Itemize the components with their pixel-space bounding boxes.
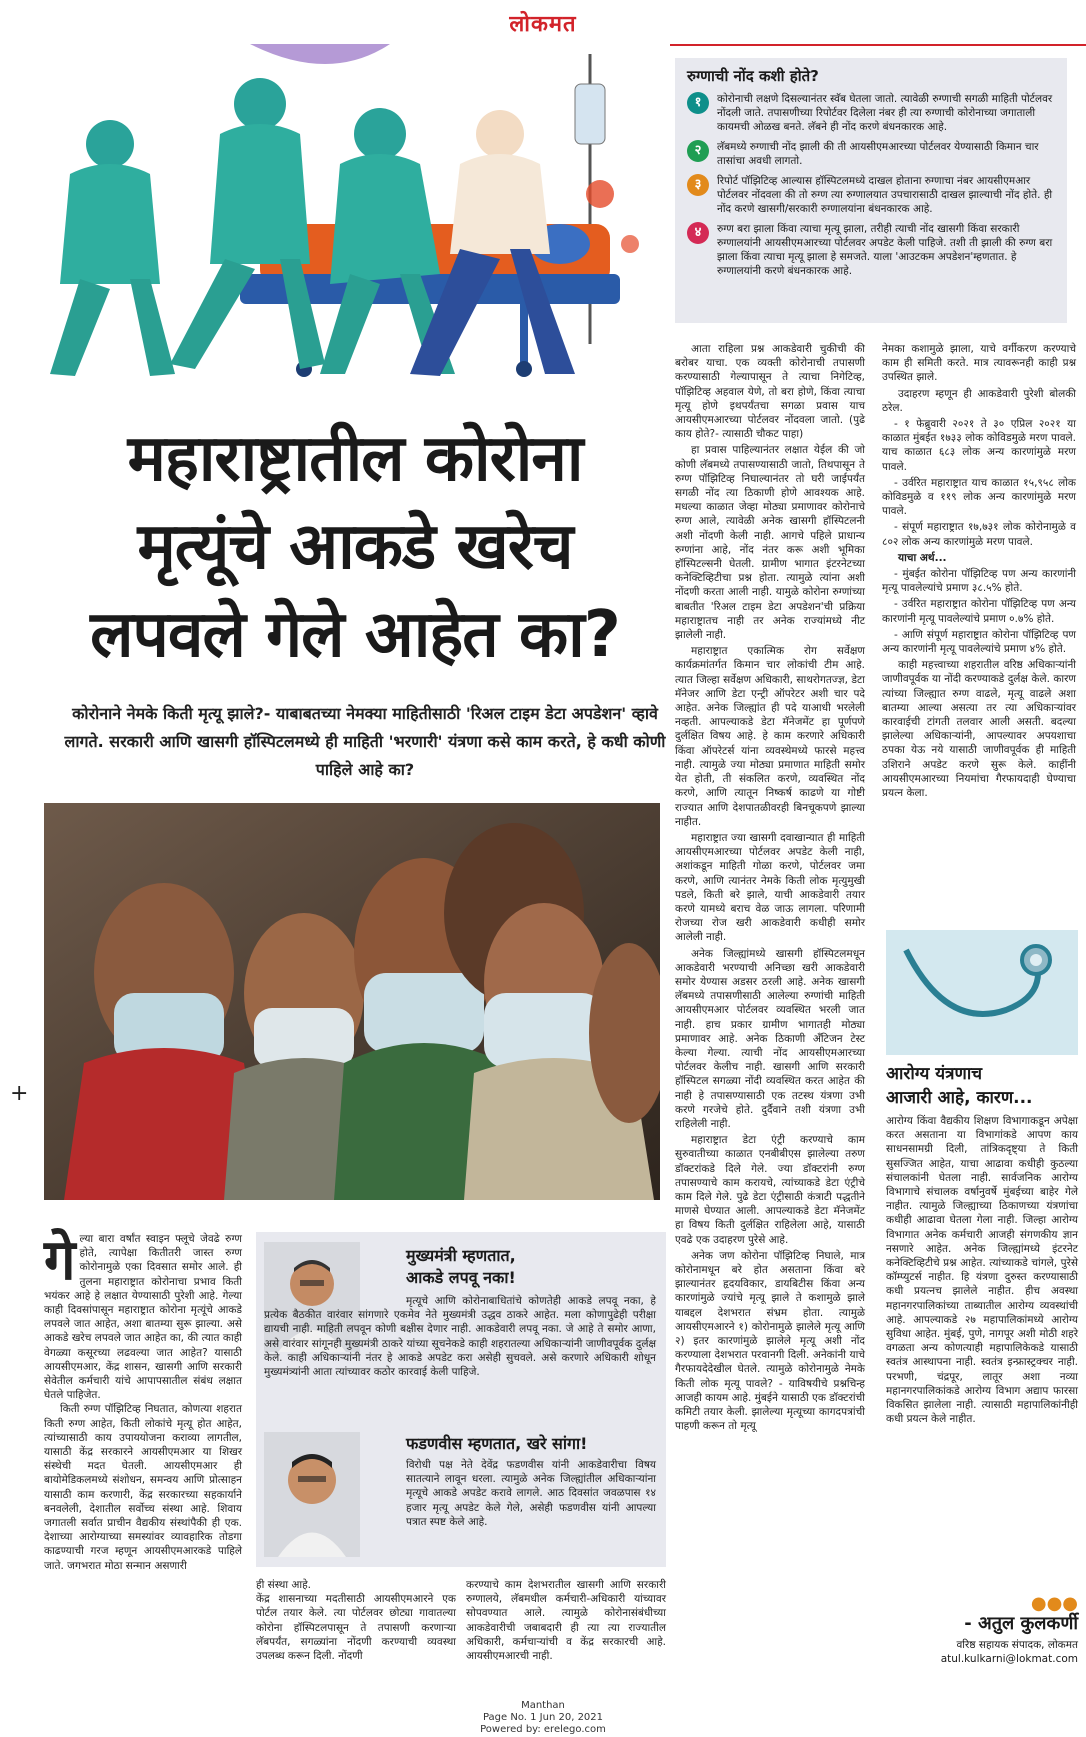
right-paragraph-8: - उर्वरित महाराष्ट्रात कोरोना पॉझिटिव्ह पण अन्य कारणांनी मृत्यू पावलेल्यांचे प्रमाण ०.७% होते. xyxy=(882,598,1076,625)
masked-students-photo xyxy=(44,803,660,1200)
fadnavis-portrait-icon xyxy=(264,1432,360,1557)
article-column-right xyxy=(882,342,1076,802)
health-box-text: आरोग्य किंवा वैद्यकीय शिक्षण विभागाकडून अपेक्षा करत असताना या विभागांकडे आपण काय साधनसामग्री दिली, तांत्रिकदृष्ट्या ते किती सुसज्जित आहेत, याचा आढावा कधीही कुठल्या संचालकांनी घेतला नाही. सार्वजनिक आरोग्य विभागाचे संचालक वर्षानुवर्षे मुंबईच्या बाहेर गेले नाहीत. त्यामुळे जिल्ह्याच्या ठिकाणच्या यंत्रणांचा कधीही आढावा घेतला गेला नाही. जिल्हा आरोग्य विभागात अनेक कर्मचारी आजही संगणकीय ज्ञान नसणारे आहेत. अनेक जिल्ह्यांमध्ये इंटरनेट कनेक्टिव्हिटीचे प्रश्न आहेत. त्यांच्याकडे चांगले, पुरेसे कॉम्प्युटर्स नाहीत. हि यंत्रणा दुरुस्त करण्यासाठी कधी प्रयत्नच झालेले नाहीत. हीच अवस्था महानगरपालिकांच्या ताब्यातील आरोग्य व्यवस्थांची आहे. आपल्याकडे २७ महापालिकांमध्ये आरोग्य सुविधा आहेत. मुंबई, पुणे, नागपूर अशी मोठी शहरे वगळता अन्य कोणत्याही महापालिकेकडे यासाठी स्वतंत्र आस्थापना नाही. स्वतंत्र इन्फ्रास्ट्रक्चर नाही. परभणी, चंद्रपूर, लातूर अशा नव्या महानगरपालिकांकडे आरोग्य विभाग अद्याप फारसा विकसित झालेला नाही. त्यासाठी महापालिकांनीही कधी प्रयत्न केले नाहीत. xyxy=(886,1115,1078,1426)
sidebar-title: रुग्णाची नोंद कशी होते? xyxy=(687,67,819,85)
right-paragraph-2: उदाहरण म्हणून ही आकडेवारी पुरेशी बोलकी ठरेल. xyxy=(882,387,1076,414)
headline-line-1: महाराष्ट्रातील कोरोना xyxy=(127,422,583,496)
article-column-left xyxy=(44,1227,242,1573)
health-system-box xyxy=(886,1062,1078,1572)
sidebar-step-1 xyxy=(687,92,1055,134)
masthead-logo: लोकमत xyxy=(509,12,577,37)
mid-paragraph-7: अनेक जण कोरोना पॉझिटिव्ह निघाले, मात्र कोरोनामधून बरे होत असताना किंवा बरे झाल्यानंतर हृदयविकार, डायबिटीस किंवा अन्य कारणांमुळे ज्यांचे मृत्यू झाले ते कशामुळे झाले याबद्दल देशभरात संभ्रम होता. त्यामुळे आयसीएमआरने १) कोरोनामुळे झालेले मृत्यू आणि २) इतर कारणांमुळे झालेले मृत्यू अशी नोंद करण्याला देशभरात परवानगी दिली. अनेकांनी याचे गैरफायदेदेखील घेतले. त्यामुळे कोरोनामुळे नेमके किती लोक मृत्यू पावले? - याविषयीचे प्रश्नचिन्ह आजही कायम आहे. मुंबईने यासाठी एक डॉक्टरांची कमिटी तयार केली. झालेल्या मृत्यूच्या कागदपत्रांची पाहणी करून तो मृत्यू xyxy=(675,1249,865,1433)
right-paragraph-3: - १ फेब्रुवारी २०२१ ते ३० एप्रिल २०२१ या काळात मुंबईत १७३३ लोक कोविडमुळे मरण पावले. याच काळात ६८३ लोक अन्य कारणांमुळे मरण पावले. xyxy=(882,418,1076,473)
mid-paragraph-1: आता राहिला प्रश्न आकडेवारी चुकीची की बरोबर याचा. एक व्यक्ती कोरोनाची तपासणी करण्यासाठी गेल्यापासून ते त्याचा निगेटिव्ह, पॉझिटिव्ह अहवाल येणे, तो बरा होणे, किंवा त्याचा मृत्यू होणे इथपर्यंतचा सगळा प्रवास याच आयसीएमआरच्या पोर्टलवर नोंदवला जातो. (पुढे काय होते?- त्यासाठी चौकट पाहा) xyxy=(675,343,865,441)
cm-quote-text: मृत्यूचे आणि कोरोनाबाधितांचे कोणतेही आकडे लपवू नका, हे प्रत्येक बैठकीत वारंवार सांगणारे एकमेव नेते मुख्यमंत्री उद्धव ठाकरे आहेत. मला कोणापुढेही परीक्षा द्यायची नाही. माहिती लपवून कोणी बक्षीस देणार नाही. आकडेवारी लपवू नका. जे आहे ते समोर आणा, असे वारंवार सांगूनही मुख्यमंत्री ठाकरे यांच्या सूचनेकडे काही शहरातल्या अधिकाऱ्यांनी जाणीवपूर्वक दुर्लक्ष केले. काही अधिकाऱ्यांनी नंतर हे आकडे अपडेट करा असेही सुचवले. असे करणारे अधिकारी शोधून मुख्यमंत्र्यांनी आता त्यांच्यावर कठोर कारवाई केली पाहिजे. xyxy=(264,1295,656,1379)
sidebar-step-3 xyxy=(687,174,1055,216)
medical-staff-illustration xyxy=(0,44,670,404)
byline xyxy=(888,1593,1078,1666)
left-paragraph-1: ल्या बारा वर्षांत स्वाइन फ्लूचे जेवढे रुग्ण होते, त्यापेक्षा कितीतरी जास्त रुग्ण कोरोनामुळे एका दिवसात समोर आले. ही तुलना महाराष्ट्रात कोरोनाचा प्रभाव किती भयंकर आहे हे लक्षात येण्यासाठी पुरेशी आहे. गेल्या काही दिवसांपासून महाराष्ट्रात कोरोना मृत्यूंचे आकडे लपवले जात आहेत, अशा बातम्या सुरू झाल्या. असे आकडे खरेच लपवले जात आहेत का, की त्यात काही वेगळ्या कसूरच्या लढवल्या जात आहेत? यासाठी आयसीएमआर, केंद्र शासन, खासगी आणि सरकारी सेवेतील कर्मचारी यांचे आपापसातील संबंध लक्षात घेतले पाहिजेत. xyxy=(44,1233,242,1402)
hero-illustration xyxy=(0,44,670,404)
article-column-middle xyxy=(675,342,865,1435)
cm-quote-title-1: मुख्यमंत्री म्हणतात, xyxy=(406,1246,516,1265)
footer-publication: Manthan xyxy=(521,1700,565,1711)
photo-graphic xyxy=(44,803,660,1200)
byline-dots: ●●● xyxy=(1030,1593,1078,1614)
fadnavis-quote-title: फडणवीस म्हणतात, खरे सांगा! xyxy=(406,1434,588,1453)
left-paragraph-2: किती रुग्ण पॉझिटिव्ह निघतात, कोणत्या शहरात किती रुग्ण आहेत, किती लोकांचे मृत्यू होत आहेत, त्यांच्यासाठी काय उपाययोजना कराव्या लागतील, यासाठी केंद्र सरकारने आयसीएमआर या शिखर संस्थेची मदत घेतली. आयसीएमआर ही बायोमेडिकलमध्ये संशोधन, समन्वय आणि प्रोत्साहन यासाठी काम करणारी, केंद्र सरकारच्या सहकार्याने बनवलेली, देशातील सर्वोच्च संस्था आहे. शिवाय जगातली सर्वात प्राचीन वैद्यकीय संस्थांपैकी ही एक. देशाच्या आरोग्याच्या समस्यांवर व्यावहारिक तोडगा काढण्याची गरज म्हणून आयसीएमआरकडे पाहिले जाते. जगभरात मोठा सन्मान असणारी xyxy=(44,1403,242,1572)
step-text-3: रिपोर्ट पॉझिटिव्ह आल्यास हॉस्पिटलमध्ये दाखल होताना रुग्णाचा नंबर आयसीएमआर पोर्टलवर नोंदवला की तो रुग्ण त्या रुग्णालयात उपचारासाठी दाखल झाल्याची नोंद होते. ही नोंद करणे खासगी/सरकारी रुग्णालयांना बंधनकारक आहे. xyxy=(717,175,1053,215)
mid-paragraph-2: हा प्रवास पाहिल्यानंतर लक्षात येईल की जो कोणी लॅबमध्ये तपासण्यासाठी जातो, तिथपासून ते रुग्ण पॉझिटिव्ह निघाल्यानंतर तो घरी जाईपर्यंत सगळी नोंद त्या ठिकाणी होणे आवश्यक आहे. मधल्या काळात जेव्हा मोठ्या प्रमाणावर कोरोनाचे रुग्ण आले, त्यावेळी अनेक खासगी हॉस्पिटलनी अशी नोंदणी केली नाही. आगचे पहिले प्राधान्य रुग्णांना आहे, नोंद नंतर करू अशी भूमिका हॉस्पिटल्सनी घेतली. ग्रामीण भागात इंटरनेटच्या कनेक्टिव्हिटीचा प्रश्न होता. त्यामुळे त्यांना अशी नोंदणी करता आली नाही. यामुळे कोरोना रुग्णांच्या बाबतीत 'रिअल टाइम डेटा अपडेशन'ची प्रक्रिया महाराष्ट्रातच नाही तर अनेक राज्यांमध्ये नीट झालेली नाही. xyxy=(675,444,865,642)
byline-role: वरिष्ठ सहायक संपादक, लोकमत xyxy=(956,1639,1078,1651)
health-box-title-1: आरोग्य यंत्रणाच xyxy=(886,1064,983,1084)
mid-paragraph-4: महाराष्ट्रात ज्या खासगी दवाखान्यात ही माहिती आयसीएमआरच्या पोर्टलवर अपडेट केली नाही, अशांकडून माहिती गोळा करणे, पोर्टलवर जमा करणे, आणि त्यानंतर नेमके किती लोक मृत्युमुखी पडले, किती बरे झाले, याची आकडेवारी तयार करणे यामध्ये बराच वेळ जाऊ लागला. परिणामी रोजच्या रोज खरी आकडेवारी कधीही समोर आलेली नाही. xyxy=(675,831,865,944)
crosshair-icon: + xyxy=(10,1081,29,1106)
stethoscope-icon xyxy=(886,930,1078,1055)
step-text-2: लॅबमध्ये रुग्णाची नोंद झाली की ती आयसीएमआरच्या पोर्टलवर येण्यासाठी किमान चार तासांचा अवधी लागतो. xyxy=(717,141,1039,167)
headline-line-3: लपवले गेले आहेत का? xyxy=(90,598,620,672)
step-number-3: ३ xyxy=(687,174,709,196)
right-paragraph-9: - आणि संपूर्ण महाराष्ट्रात कोरोना पॉझिटिव्ह पण अन्य कारणांनी मृत्यू पावलेल्यांचे प्रमाण ४% होते. xyxy=(882,628,1076,656)
info-sidebar xyxy=(675,58,1067,323)
footer-page-date: Page No. 1 Jun 20, 2021 xyxy=(482,1712,604,1723)
right-paragraph-7: - मुंबईत कोरोना पॉझिटिव्ह पण अन्य कारणांनी मृत्यू पावलेल्यांचे प्रमाण ३८.५% होते. xyxy=(882,568,1076,595)
step-number-1: १ xyxy=(687,92,709,114)
article-column-bottom-2: ही संस्था आहे. केंद्र शासनाच्या मदतीसाठी आयसीएमआरने एक पोर्टल तयार केले. त्या पोर्टलवर छोट्या गावातल्या कोरोना हॉस्पिटलपासून ते तपासणी करणाऱ्या लॅबपर्यंत, सगळ्यांना नोंदणी करण्याची व्यवस्था उपलब्ध करून दिली. नोंदणी xyxy=(256,1579,456,1663)
subdeck: कोरोनाने नेमके किती मृत्यू झाले?- याबाबतच्या नेमक्या माहितीसाठी 'रिअल टाइम डेटा अपडेशन' व्हावे लागते. सरकारी आणि खासगी हॉस्पिटलमध्ये ही माहिती 'भरणारी' यंत्रणा कसे काम करते, हे कधी कोणी पाहिले आहे का? xyxy=(64,704,666,779)
mid-paragraph-5: अनेक जिल्ह्यांमध्ये खासगी हॉस्पिटलमधून आकडेवारी भरण्याची अनिच्छा खरी आकडेवारी समोर येण्यास अडसर ठरली आहे. अनेक खासगी लॅबमध्ये तपासणीसाठी आलेल्या रुग्णांची माहिती आयसीएमआर पोर्टलवर व्यवस्थित भरली जात नाही. हाच प्रकार ग्रामीण भागातही मोठ्या प्रमाणावर आहे. अनेक ठिकाणी ॲंटिजन टेस्ट केल्या गेल्या. त्याची नोंद आयसीएमआरच्या पोर्टलवर केलीच नाही. खासगी आणि सरकारी हॉस्पिटल सगळ्या नोंदी व्यवस्थित करत आहेत की नाही हे तपासण्यासाठी एक तटस्थ यंत्रणा उभी करणे गरजेचे होते. दुर्दैवाने तशी यंत्रणा उभी राहिलेली नाही. xyxy=(675,947,865,1130)
drop-cap: गे xyxy=(44,1227,76,1293)
footer-powered-by: Powered by: erelego.com xyxy=(480,1724,606,1735)
sidebar-step-2 xyxy=(687,140,1055,168)
right-paragraph-1: नेमका कशामुळे झाला, याचे वर्गीकरण करण्याचे काम ही समिती करते. मात्र त्यावरूनही काही प्रश्न उपस्थित झाले. xyxy=(882,343,1076,384)
headline xyxy=(40,415,670,679)
article-column-bottom-3: करण्याचे काम देशभरातील खासगी आणि सरकारी रुग्णालये, लॅबमधील कर्मचारी-अधिकारी यांच्यावर सोपवण्यात आले. त्यामुळे कोरोनासंबंधीच्या आकडेवारीची जबाबदारी ही त्या त्या राज्यातील अधिकारी, कर्मचाऱ्यांची व केंद्र सरकारची आहे. आयसीएमआरची नाही. xyxy=(466,1579,666,1663)
health-box-title-2: आजारी आहे, कारण... xyxy=(886,1088,1033,1108)
sidebar-step-4 xyxy=(687,222,1055,278)
fadnavis-quote-text: विरोधी पक्ष नेते देवेंद्र फडणवीस यांनी आकडेवारीचा विषय सातत्याने लावून धरला. त्यामुळे अनेक जिल्ह्यांतील अधिकाऱ्यांना मृत्यूचे आकडे अपडेट करावे लागले. आठ दिवसांत जवळपास १४ हजार मृत्यू अपडेट केले गेले, असेही फडणवीस यांनी आपल्या पत्रात स्पष्ट केले आहे. xyxy=(406,1459,656,1528)
fadnavis-photo xyxy=(264,1432,360,1557)
right-paragraph-6: याचा अर्थ... xyxy=(898,551,947,564)
step-text-1: कोरोनाची लक्षणे दिसल्यानंतर स्वॅब घेतला जातो. त्यावेळी रुग्णाची सगळी माहिती पोर्टलवर नोंदली जाते. तपासणीच्या रिपोर्टवर दिलेला नंबर ही त्या रुग्णाची कोरोनाच्या जगाताली कायमची ओळख बनते. लॅबने ही नोंद करणे बंधनकारक आहे. xyxy=(717,93,1053,133)
right-paragraph-10: काही महत्त्वाच्या शहरातील वरिष्ठ अधिकाऱ्यांनी जाणीवपूर्वक या नोंदी करण्याकडे दुर्लक्ष केले. कारण त्यांच्या जिल्ह्यात रुग्ण वाढले, मृत्यू वाढले अशा बातम्या आल्या असत्या तर त्या अधिकाऱ्यांवर कारवाईची टांगती तलवार आली असती. बदल्या झालेल्या अधिकाऱ्यांनी, आपल्यावर अपयशाचा ठपका येऊ नये यासाठी जाणीवपूर्वक ही माहिती उशिराने अपडेट करणे सुरू केले. काहींनी आयसीएमआरच्या नियमांचा गैरफायदाही घेण्याचा प्रयत्न केला. xyxy=(882,659,1076,800)
cm-quote-title-2: आकडे लपवू नका! xyxy=(406,1268,516,1287)
mid-paragraph-6: महाराष्ट्रात डेटा एंट्री करण्याचे काम सुरुवातीच्या काळात एनबीबीएस झालेल्या तरुण डॉक्टरांकडे दिले गेले. ज्या डॉक्टरांनी रुग्ण तपासण्याचे काम करायचे, त्यांच्याकडे डेटा एंट्रीचे काम दिले गेले. पुढे डेटा एंट्रीसाठी कंत्राटी पद्धतीने माणसे घेण्यात आली. आपल्याकडे डेटा मॅनेजमेंट हा विषय किती दुर्लक्षित राहिलेला आहे, यासाठी एवढे एक उदाहरण पुरेसे आहे. xyxy=(675,1134,865,1246)
step-text-4: रुग्ण बरा झाला किंवा त्याचा मृत्यू झाला, तरीही त्याची नोंद खासगी किंवा सरकारी रुग्णालयांनी आयसीएमआरच्या पोर्टलवर अपडेट केली पाहिजे. तशी ती झाली की रुग्ण बरा झाला किंवा त्याचा मृत्यू झाला हे समजते. याला 'आउटकम अपडेशन'म्हणतात. हे रुग्णालयांनी करणे बंधनकारक आहे. xyxy=(717,223,1053,277)
headline-line-2: मृत्यूंचे आकडे खरेच xyxy=(137,510,573,584)
mid-paragraph-3: महाराष्ट्रात एकात्मिक रोग सर्वेक्षण कार्यक्रमांतर्गत किमान चार लोकांची टीम आहे. त्यात जिल्हा सर्वेक्षण अधिकारी, साथरोगतज्ज्ञ, डेटा मॅनेजर आणि डेटा एन्ट्री ऑपरेटर अशी चार पदे आहेत. अनेक जिल्ह्यांत ही पदे याआधी भरलेली नव्हती. आपल्याकडे डेटा मॅनेजमेंट हा पूर्णपणे दुर्लक्षित विषय आहे. हे काम करणारे अधिकारी किंवा ऑपरेटर्स यांना व्यवस्थेमध्ये फारसे महत्त्व नाही. त्यामुळे ज्या मोठ्या प्रमाणात माहिती समोर येत होती, ती संकलित करणे, व्यवस्थित नोंद करणे, आणि त्यातून निष्कर्ष काढणे या गोष्टी राज्यात आणि देशपातळीवरही बिनचूकपणे झाल्या नाहीत. xyxy=(675,645,865,828)
byline-email: atul.kulkarni@lokmat.com xyxy=(940,1653,1078,1665)
right-paragraph-5: - संपूर्ण महाराष्ट्रात १७,७३१ लोक कोरोनामुळे व ८०२ लोक अन्य कारणांमुळे मरण पावले. xyxy=(882,521,1076,548)
quote-box xyxy=(256,1232,666,1567)
stethoscope-image xyxy=(886,930,1078,1055)
byline-name: - अतुल कुलकर्णी xyxy=(964,1613,1078,1634)
page-footer xyxy=(0,1700,1086,1736)
right-paragraph-4: - उर्वरित महाराष्ट्रात याच काळात १५,९५८ लोक कोविडमुळे व ११९ लोक अन्य कारणांमुळे मरण पावले. xyxy=(882,476,1076,518)
step-number-4: ४ xyxy=(687,222,709,244)
step-number-2: २ xyxy=(687,140,709,162)
masthead xyxy=(0,0,1086,46)
